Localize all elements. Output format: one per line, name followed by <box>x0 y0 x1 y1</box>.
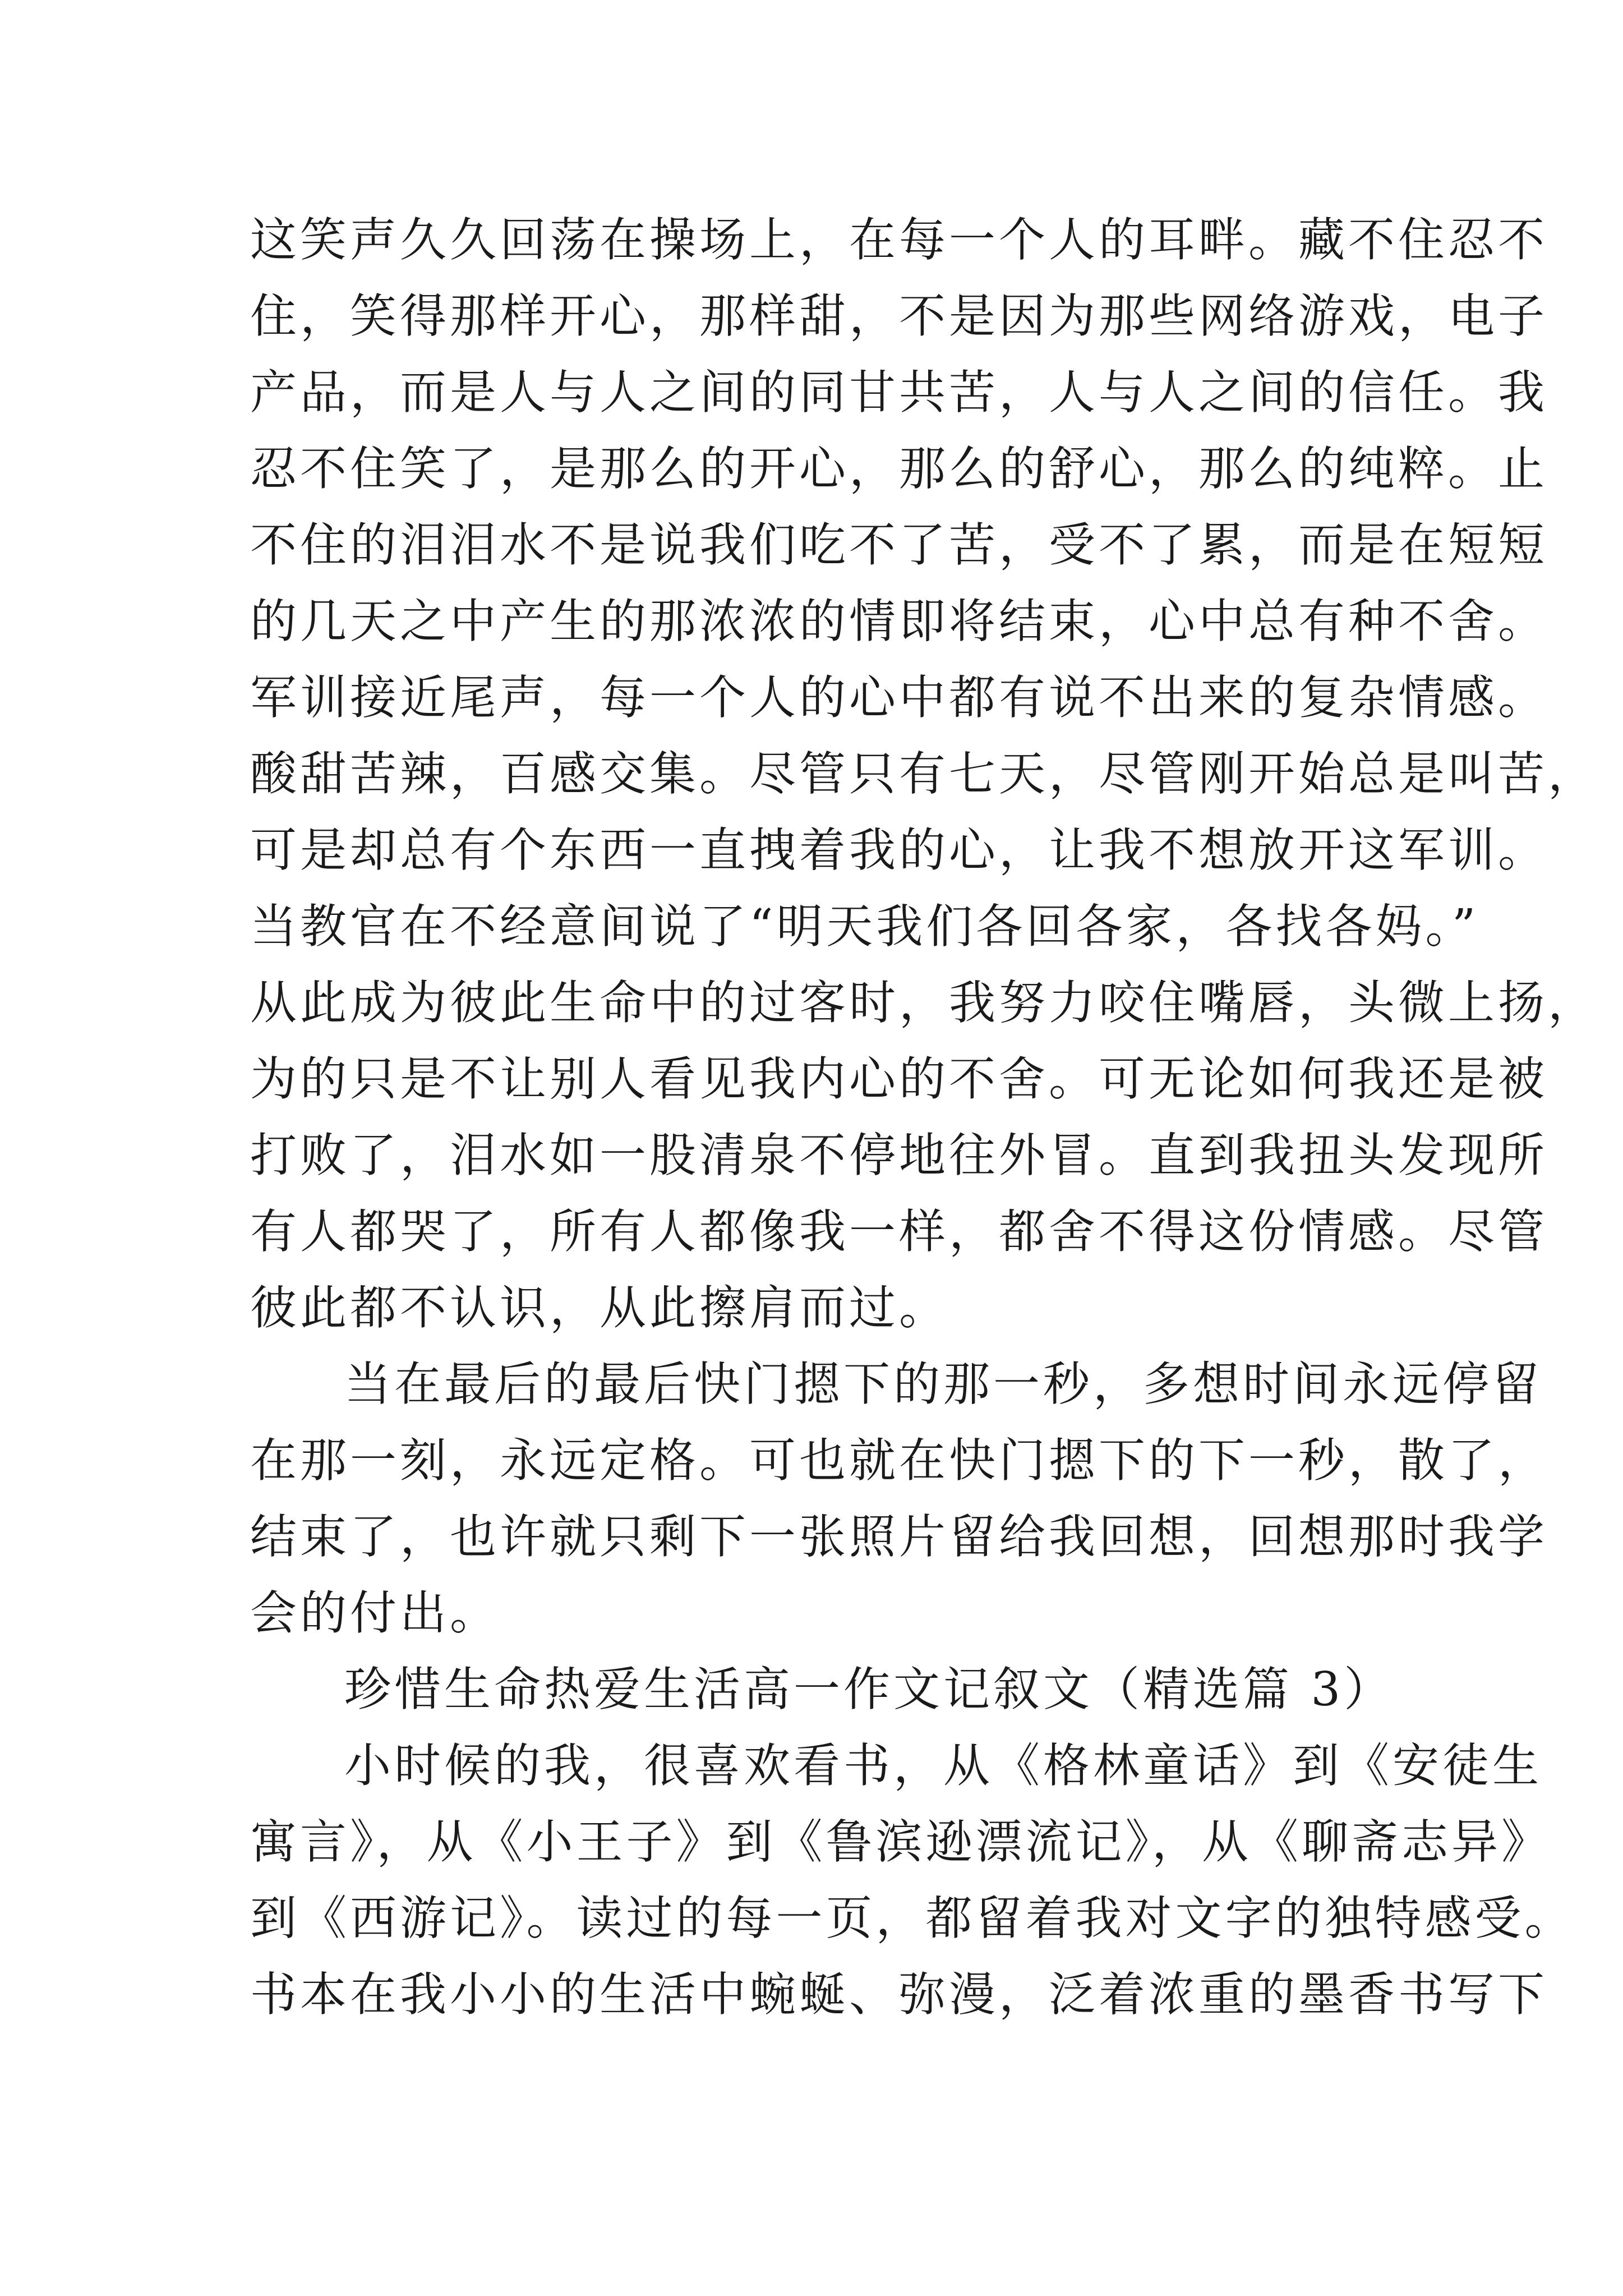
text-line: 有人都哭了，所有人都像我一样，都舍不得这份情感。尽管 <box>250 1204 1548 1259</box>
text-line: 的几天之中产生的那浓浓的情即将结束，心中总有种不舍。 <box>250 594 1548 648</box>
text-line: 彼此都不认识，从此擦肩而过。 <box>250 1281 949 1335</box>
text-line: 军训接近尾声，每一个人的心中都有说不出来的复杂情感。 <box>250 670 1548 725</box>
document-body <box>250 202 1598 2033</box>
text-line: 结束了，也许就只剩下一张照片留给我回想，回想那时我学 <box>250 1510 1548 1564</box>
text-line: 酸甜苦辣，百感交集。尽管只有七天，尽管刚开始总是叫苦， <box>250 747 1598 801</box>
text-line: 书本在我小小的生活中蜿蜒、弥漫，泛着浓重的墨香书写下 <box>250 1967 1548 2022</box>
text-line: 当教官在不经意间说了“明天我们各回各家，各找各妈。” <box>250 899 1479 954</box>
text-line: 这笑声久久回荡在操场上，在每一个人的耳畔。藏不住忍不 <box>250 213 1548 267</box>
text-line: 忍不住笑了，是那么的开心，那么的舒心，那么的纯粹。止 <box>250 441 1548 496</box>
text-line: 小时候的我，很喜欢看书，从《格林童话》到《安徒生 <box>344 1738 1542 1793</box>
text-line: 住，笑得那样开心，那样甜，不是因为那些网络游戏，电子 <box>250 289 1548 343</box>
text-line: 在那一刻，永远定格。可也就在快门摁下的下一秒，散了， <box>250 1433 1548 1488</box>
text-line: 从此成为彼此生命中的过客时，我努力咬住嘴唇，头微上扬， <box>250 976 1598 1030</box>
section-heading: 珍惜生命热爱生活高一作文记叙文（精选篇 3） <box>344 1662 1394 1717</box>
paragraph-2 <box>250 1346 1548 1651</box>
text-line: 不住的泪泪水不是说我们吃不了苦，受不了累，而是在短短 <box>250 518 1548 572</box>
text-line: 打败了，泪水如一股清泉不停地往外冒。直到我扭头发现所 <box>250 1128 1548 1182</box>
text-line: 会的付出。 <box>250 1586 500 1640</box>
text-line: 到《西游记》。读过的每一页，都留着我对文字的独特感受。 <box>250 1891 1575 1945</box>
paragraph-1 <box>250 202 1598 1346</box>
text-line: 产品，而是人与人之间的同甘共苦，人与人之间的信任。我 <box>250 365 1548 420</box>
text-line: 当在最后的最后快门摁下的那一秒，多想时间永远停留 <box>344 1357 1542 1411</box>
text-line: 为的只是不让别人看见我内心的不舍。可无论如何我还是被 <box>250 1052 1548 1106</box>
text-line: 寓言》，从《小王子》到《鲁滨逊漂流记》，从《聊斋志异》 <box>250 1815 1551 1869</box>
text-line: 可是却总有个东西一直拽着我的心，让我不想放开这军训。 <box>250 823 1548 877</box>
paragraph-3 <box>250 1728 1575 2033</box>
